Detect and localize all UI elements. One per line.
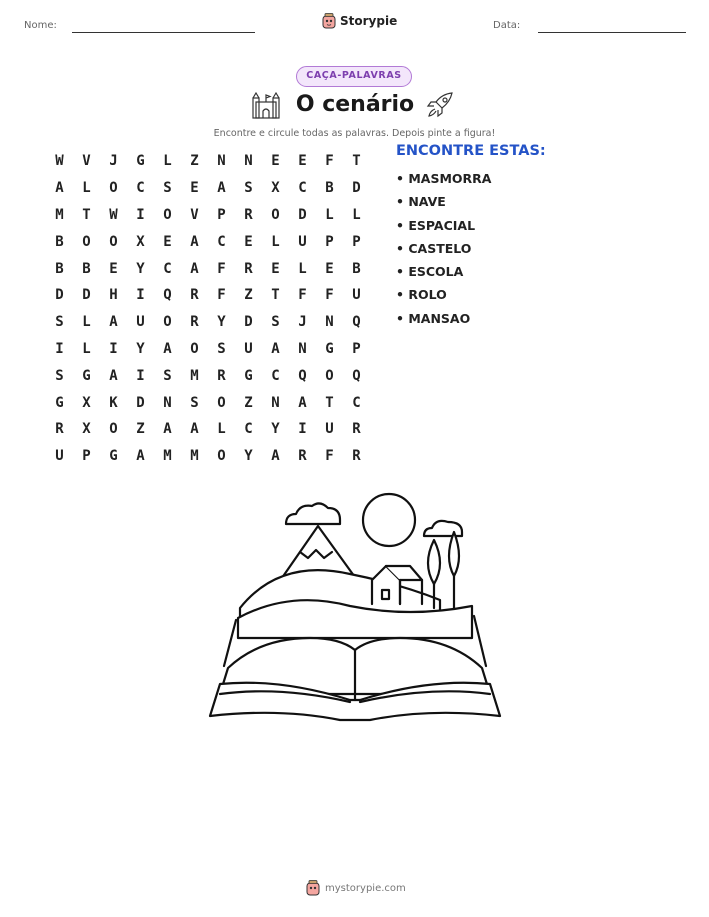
grid-row	[46, 202, 370, 229]
grid-cell[interactable]: A	[190, 260, 199, 277]
footer	[306, 880, 406, 896]
grid-cell[interactable]: B	[352, 260, 361, 277]
grid-cell[interactable]: M	[163, 448, 172, 465]
grid-cell[interactable]: A	[271, 340, 280, 357]
grid-cell[interactable]: U	[55, 448, 64, 465]
grid-cell[interactable]: S	[217, 340, 226, 357]
grid-cell[interactable]: I	[298, 421, 307, 438]
grid-cell[interactable]: R	[352, 421, 361, 438]
grid-cell[interactable]: S	[271, 314, 280, 331]
grid-cell[interactable]: I	[109, 340, 118, 357]
word-list-item: • NAVE	[396, 194, 491, 217]
brand-logo	[322, 13, 397, 29]
word-list-item: • CASTELO	[396, 241, 491, 264]
grid-cell[interactable]: N	[217, 153, 226, 170]
grid-cell[interactable]: U	[136, 314, 145, 331]
grid-cell[interactable]: O	[271, 206, 280, 223]
grid-cell[interactable]: A	[298, 394, 307, 411]
grid-cell[interactable]: E	[190, 180, 199, 197]
grid-cell[interactable]: C	[163, 260, 172, 277]
grid-cell[interactable]: O	[325, 367, 334, 384]
grid-cell[interactable]: A	[163, 421, 172, 438]
grid-cell[interactable]: G	[325, 340, 334, 357]
grid-cell[interactable]: A	[271, 448, 280, 465]
grid-cell[interactable]: G	[244, 367, 253, 384]
grid-cell[interactable]: H	[109, 287, 118, 304]
grid-cell[interactable]: A	[109, 314, 118, 331]
grid-cell[interactable]: E	[244, 233, 253, 250]
grid-cell[interactable]: A	[136, 448, 145, 465]
grid-row	[46, 148, 370, 175]
grid-cell[interactable]: O	[109, 421, 118, 438]
grid-cell[interactable]: S	[55, 314, 64, 331]
grid-cell[interactable]: D	[352, 180, 361, 197]
grid-cell[interactable]: D	[136, 394, 145, 411]
grid-row	[46, 175, 370, 202]
grid-cell[interactable]: N	[325, 314, 334, 331]
grid-cell[interactable]: Y	[244, 448, 253, 465]
grid-cell[interactable]: R	[190, 314, 199, 331]
grid-cell[interactable]: Q	[163, 287, 172, 304]
grid-cell[interactable]: I	[55, 340, 64, 357]
grid-cell[interactable]: C	[217, 233, 226, 250]
grid-cell[interactable]: X	[136, 233, 145, 250]
grid-cell[interactable]: J	[109, 153, 118, 170]
word-list	[396, 171, 491, 334]
grid-cell[interactable]: F	[325, 448, 334, 465]
brand-name: Storypie	[340, 14, 398, 28]
grid-cell[interactable]: Z	[190, 153, 199, 170]
grid-cell[interactable]: D	[298, 206, 307, 223]
grid-cell[interactable]: E	[163, 233, 172, 250]
grid-cell[interactable]: Z	[244, 287, 253, 304]
grid-cell[interactable]: T	[271, 287, 280, 304]
page-title: O cenário	[295, 92, 415, 117]
grid-cell[interactable]: L	[325, 206, 334, 223]
grid-cell[interactable]: C	[352, 394, 361, 411]
word-list-item: • ROLO	[396, 287, 491, 310]
grid-cell[interactable]: E	[109, 260, 118, 277]
grid-cell[interactable]: Q	[352, 367, 361, 384]
name-line[interactable]	[72, 32, 255, 33]
grid-cell[interactable]: V	[190, 206, 199, 223]
grid-cell[interactable]: G	[55, 394, 64, 411]
grid-cell[interactable]: B	[82, 260, 91, 277]
activity-badge: CAÇA-PALAVRAS	[296, 66, 412, 87]
word-list-title: ENCONTRE ESTAS:	[396, 143, 546, 159]
grid-cell[interactable]: W	[109, 206, 118, 223]
grid-cell[interactable]: A	[190, 233, 199, 250]
grid-cell[interactable]: U	[352, 287, 361, 304]
grid-row	[46, 336, 370, 363]
grid-cell[interactable]: Z	[136, 421, 145, 438]
date-label: Data:	[493, 20, 521, 31]
grid-cell[interactable]: P	[217, 206, 226, 223]
grid-cell[interactable]: P	[82, 448, 91, 465]
grid-cell[interactable]: O	[217, 394, 226, 411]
grid-cell[interactable]: U	[325, 421, 334, 438]
word-list-item: • MASMORRA	[396, 171, 491, 194]
grid-cell[interactable]: O	[190, 340, 199, 357]
grid-cell[interactable]: O	[217, 448, 226, 465]
grid-cell[interactable]: N	[298, 340, 307, 357]
grid-row	[46, 362, 370, 389]
grid-cell[interactable]: I	[136, 367, 145, 384]
grid-cell[interactable]: Y	[136, 260, 145, 277]
grid-cell[interactable]: A	[109, 367, 118, 384]
word-search-grid[interactable]	[46, 148, 370, 470]
grid-row	[46, 282, 370, 309]
open-book-landscape-illustration	[200, 488, 510, 728]
grid-cell[interactable]: U	[298, 233, 307, 250]
grid-cell[interactable]: D	[82, 287, 91, 304]
date-line[interactable]	[538, 32, 686, 33]
grid-cell[interactable]: L	[352, 206, 361, 223]
grid-cell[interactable]: L	[82, 314, 91, 331]
grid-cell[interactable]: A	[217, 180, 226, 197]
grid-cell[interactable]: Q	[298, 367, 307, 384]
grid-cell[interactable]: X	[82, 421, 91, 438]
grid-row	[46, 389, 370, 416]
grid-cell[interactable]: F	[325, 153, 334, 170]
grid-cell[interactable]: Y	[217, 314, 226, 331]
grid-cell[interactable]: Q	[352, 314, 361, 331]
grid-row	[46, 255, 370, 282]
grid-cell[interactable]: R	[190, 287, 199, 304]
grid-cell[interactable]: V	[82, 153, 91, 170]
grid-cell[interactable]: G	[82, 367, 91, 384]
grid-cell[interactable]: R	[298, 448, 307, 465]
grid-cell[interactable]: S	[163, 180, 172, 197]
instructions: Encontre e circule todas as palavras. Depois pinte a figura!	[213, 128, 496, 139]
storypie-logo-icon	[306, 880, 320, 896]
grid-cell[interactable]: U	[244, 340, 253, 357]
grid-cell[interactable]: N	[244, 153, 253, 170]
grid-cell[interactable]: A	[163, 340, 172, 357]
grid-cell[interactable]: X	[82, 394, 91, 411]
grid-cell[interactable]: A	[55, 180, 64, 197]
grid-cell[interactable]: F	[325, 287, 334, 304]
grid-cell[interactable]: D	[55, 287, 64, 304]
grid-cell[interactable]: K	[109, 394, 118, 411]
grid-cell[interactable]: L	[82, 180, 91, 197]
grid-cell[interactable]: S	[163, 367, 172, 384]
grid-cell[interactable]: D	[244, 314, 253, 331]
grid-cell[interactable]: R	[217, 367, 226, 384]
grid-cell[interactable]: R	[244, 260, 253, 277]
grid-cell[interactable]: B	[55, 233, 64, 250]
grid-cell[interactable]: I	[136, 206, 145, 223]
grid-cell[interactable]: L	[163, 153, 172, 170]
grid-cell[interactable]: F	[298, 287, 307, 304]
rocket-icon	[424, 90, 456, 120]
grid-cell[interactable]: I	[136, 287, 145, 304]
grid-cell[interactable]: P	[325, 233, 334, 250]
grid-cell[interactable]: L	[217, 421, 226, 438]
grid-cell[interactable]: O	[109, 180, 118, 197]
grid-cell[interactable]: P	[352, 233, 361, 250]
grid-row	[46, 228, 370, 255]
grid-cell[interactable]: M	[190, 367, 199, 384]
grid-cell[interactable]: L	[271, 233, 280, 250]
name-label: Nome:	[24, 20, 57, 31]
grid-cell[interactable]: N	[163, 394, 172, 411]
grid-cell[interactable]: T	[352, 153, 361, 170]
grid-cell[interactable]: M	[190, 448, 199, 465]
grid-cell[interactable]: W	[55, 153, 64, 170]
grid-cell[interactable]: R	[244, 206, 253, 223]
grid-cell[interactable]: Y	[271, 421, 280, 438]
grid-cell[interactable]: Y	[136, 340, 145, 357]
grid-cell[interactable]: N	[271, 394, 280, 411]
grid-cell[interactable]: C	[136, 180, 145, 197]
grid-row	[46, 416, 370, 443]
storypie-logo-icon	[322, 13, 336, 29]
grid-cell[interactable]: C	[271, 367, 280, 384]
grid-cell[interactable]: A	[190, 421, 199, 438]
grid-cell[interactable]: O	[163, 206, 172, 223]
grid-cell[interactable]: B	[55, 260, 64, 277]
grid-row	[46, 309, 370, 336]
grid-cell[interactable]: E	[271, 153, 280, 170]
castle-icon	[250, 90, 282, 120]
grid-cell[interactable]: G	[109, 448, 118, 465]
grid-cell[interactable]: S	[244, 180, 253, 197]
grid-cell[interactable]: L	[82, 340, 91, 357]
grid-cell[interactable]: G	[136, 153, 145, 170]
grid-cell[interactable]: J	[298, 314, 307, 331]
grid-cell[interactable]: F	[217, 287, 226, 304]
grid-cell[interactable]: E	[271, 260, 280, 277]
grid-cell[interactable]: B	[325, 180, 334, 197]
grid-cell[interactable]: E	[325, 260, 334, 277]
grid-cell[interactable]: R	[55, 421, 64, 438]
grid-cell[interactable]: O	[109, 233, 118, 250]
grid-cell[interactable]: E	[298, 153, 307, 170]
word-list-item: • ESPACIAL	[396, 218, 491, 241]
grid-cell[interactable]: S	[55, 367, 64, 384]
grid-cell[interactable]: C	[298, 180, 307, 197]
grid-cell[interactable]: O	[163, 314, 172, 331]
grid-cell[interactable]: C	[244, 421, 253, 438]
grid-cell[interactable]: X	[271, 180, 280, 197]
grid-cell[interactable]: O	[82, 233, 91, 250]
grid-cell[interactable]: Z	[244, 394, 253, 411]
grid-row	[46, 443, 370, 470]
word-list-item: • ESCOLA	[396, 264, 491, 287]
grid-cell[interactable]: R	[352, 448, 361, 465]
footer-site: mystorypie.com	[325, 882, 406, 894]
grid-cell[interactable]: M	[55, 206, 64, 223]
grid-cell[interactable]: S	[190, 394, 199, 411]
grid-cell[interactable]: L	[298, 260, 307, 277]
grid-cell[interactable]: P	[352, 340, 361, 357]
grid-cell[interactable]: T	[325, 394, 334, 411]
word-list-item: • MANSAO	[396, 311, 491, 334]
grid-cell[interactable]: F	[217, 260, 226, 277]
grid-cell[interactable]: T	[82, 206, 91, 223]
